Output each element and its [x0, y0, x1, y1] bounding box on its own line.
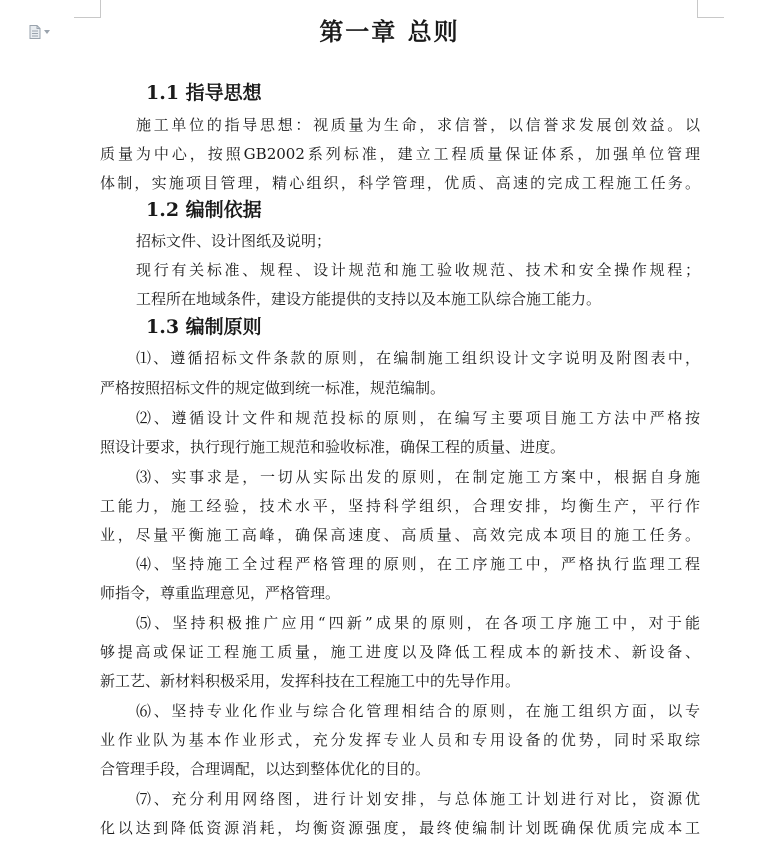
- paragraph-line: 工能力，施工经验，技术水平，坚持科学组织，合理安排，均衡生产，平行作: [100, 497, 700, 515]
- paragraph-line: 合管理手段，合理调配，以达到整体优化的目的。: [100, 760, 431, 778]
- section-heading-guiding-thought: 1.1 指导思想: [146, 82, 262, 104]
- paragraph-line: 体制，实施项目管理，精心组织，科学管理，优质、高速的完成工程施工任务。: [100, 174, 700, 192]
- paragraph-line: 师指令，尊重监理意见，严格管理。: [100, 584, 341, 602]
- paragraph-line: ⑵、遵循设计文件和规范投标的原则，在编写主要项目施工方法中严格按: [136, 409, 700, 427]
- paragraph-line: ⑶、实事求是，一切从实际出发的原则，在制定施工方案中，根据自身施: [136, 468, 700, 486]
- paragraph-line: 质量为中心，按照GB2002系列标准，建立工程质量保证体系，加强单位管理: [100, 145, 700, 163]
- paragraph-line: ⑷、坚持施工全过程严格管理的原则，在工序施工中，严格执行监理工程: [136, 555, 700, 573]
- paragraph-line: ⑸、坚持积极推广应用“四新”成果的原则，在各项工序施工中，对于能: [136, 614, 700, 632]
- paragraph-line: 化以达到降低资源消耗，均衡资源强度，最终使编制计划既确保优质完成本工: [100, 819, 700, 837]
- paragraph-line: ⑴、遵循招标文件条款的原则，在编制施工组织设计文字说明及附图表中，: [136, 349, 700, 367]
- section-heading-principles: 1.3 编制原则: [146, 316, 262, 338]
- chapter-title: 第一章 总则: [319, 17, 460, 46]
- paragraph-line: 现行有关标准、规程、设计规范和施工验收规范、技术和安全操作规程；: [136, 261, 700, 279]
- paragraph-line: 业作业队为基本作业形式，充分发挥专业人员和专用设备的优势，同时采取综: [100, 731, 700, 749]
- paragraph-line: 工程所在地域条件，建设方能提供的支持以及本施工队综合施工能力。: [136, 290, 602, 308]
- paragraph-line: 招标文件、设计图纸及说明；: [136, 232, 332, 250]
- paragraph-line: 严格按照招标文件的规定做到统一标准，规范编制。: [100, 379, 446, 397]
- paragraph-line: 够提高或保证工程施工质量，施工进度以及降低工程成本的新技术、新设备、: [100, 643, 700, 661]
- paragraph-line: ⑺、充分利用网络图，进行计划安排，与总体施工计划进行对比，资源优: [136, 790, 700, 808]
- section-heading-basis: 1.2 编制依据: [146, 199, 262, 221]
- paragraph-line: 施工单位的指导思想：视质量为生命，求信誉，以信誉求发展创效益。以: [136, 116, 700, 134]
- paragraph-line: 新工艺、新材料积极采用，发挥科技在工程施工中的先导作用。: [100, 672, 521, 690]
- paragraph-line: 照设计要求，执行现行施工规范和验收标准，确保工程的质量、进度。: [100, 438, 566, 456]
- paragraph-line: 业，尽量平衡施工高峰，确保高速度、高质量、高效完成本项目的施工任务。: [100, 526, 700, 544]
- paragraph-line: ⑹、坚持专业化作业与综合化管理相结合的原则，在施工组织方面，以专: [136, 702, 700, 720]
